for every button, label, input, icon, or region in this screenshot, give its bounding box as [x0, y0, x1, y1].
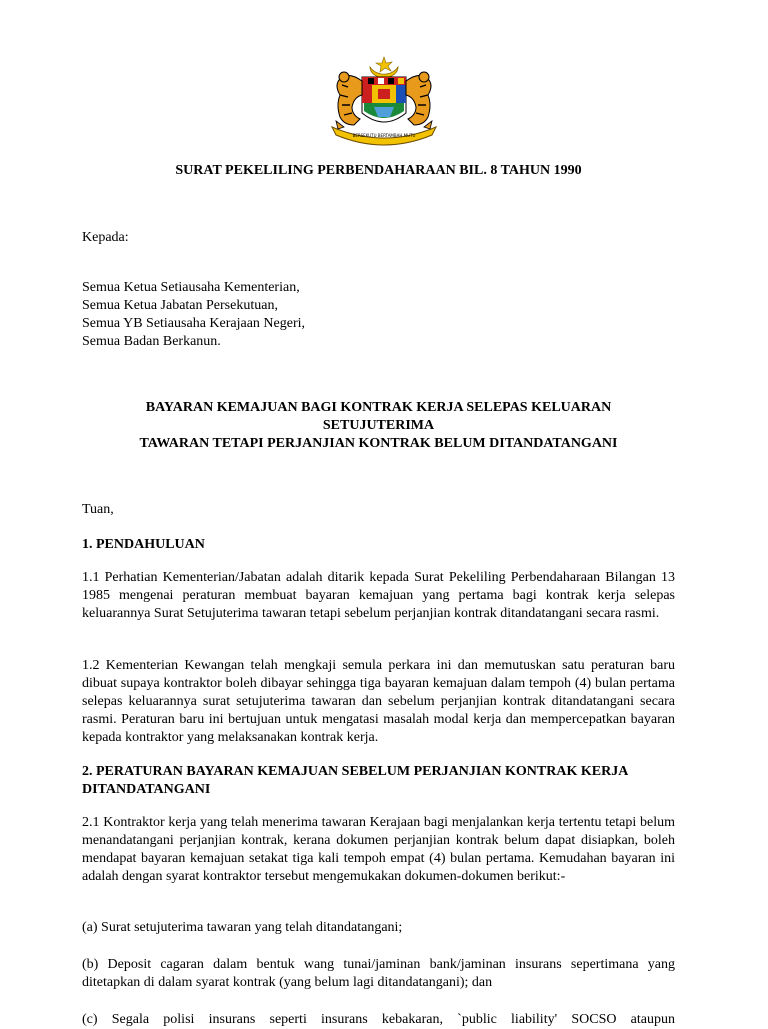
- paragraph-2-1: [82, 814, 675, 886]
- subject-heading: [82, 399, 675, 453]
- list-item-c-text: (c) Segala polisi insurans seperti insurans kebakaran, `public liability' SOCSO ataupun: [82, 1012, 675, 1027]
- section-2-heading-line: 2. PERATURAN BAYARAN KEMAJUAN SEBELUM PERJANJIAN KONTRAK KERJA: [82, 764, 629, 779]
- salutation-text: Tuan,: [82, 502, 114, 517]
- section-2-heading-line: DITANDATANGANI: [82, 782, 211, 797]
- recipient-line: Semua Badan Berkanun.: [82, 334, 221, 349]
- paragraph-1-1-text: 1.1 Perhatian Kementerian/Jabatan adalah ditarik kepada Surat Pekeliling Perbendaharaan Bilangan 13 1985 mengenai peraturan membuat bayaran kemajuan yang pertama bagi kontrak kerja selepas keluarannya Surat Setujuterima tawaran tetapi sebelum perjanjian kontrak ditandatangani secara rasmi.: [82, 570, 675, 621]
- recipients-list: [82, 279, 675, 351]
- list-item-a-text: (a) Surat setujuterima tawaran yang telah ditandatangani;: [82, 920, 403, 935]
- section-1-heading: [82, 536, 675, 554]
- coat-of-arms-logo: [318, 55, 450, 147]
- list-item-c: [82, 1011, 675, 1029]
- list-item-a: [82, 919, 675, 937]
- svg-text:BERSEKUTU BERTAMBAH MUTU: BERSEKUTU BERTAMBAH MUTU: [352, 133, 416, 138]
- title-text: SURAT PEKELILING PERBENDAHARAAN BIL. 8 TAHUN 1990: [175, 163, 582, 178]
- paragraph-1-2-text: 1.2 Kementerian Kewangan telah mengkaji semula perkara ini dan memutuskan satu peraturan baru dibuat supaya kontraktor boleh dibayar sehingga tiga bayaran kemajuan dalam tempoh (4) bulan pertama selepas keluarannya surat setujuterima tawaran dan sebelum perjanjian kontrak ditandatangani secara rasmi. Peraturan baru ini bertujuan untuk mengatasi masalah modal kerja dan mempercepatkan bayaran kepada kontraktor yang melaksanakan kontrak kerja.: [82, 658, 675, 745]
- document-title: [82, 162, 675, 180]
- paragraph-2-1-text: 2.1 Kontraktor kerja yang telah menerima tawaran Kerajaan bagi menjalankan kerja tertentu tetapi belum menandatangani perjanjian kontrak, kerana dokumen perjanjian kontrak belum dapat disiapkan, boleh mendapat bayaran kemajuan setakat tiga kali tempoh empat (4) bulan pertama. Kemudahan bayaran ini adalah dengan syarat kontraktor tersebut mengemukakan dokumen-dokumen berikut:-: [82, 815, 675, 884]
- paragraph-1-1: [82, 569, 675, 623]
- section-2-heading: [82, 763, 675, 799]
- recipient-line: Semua YB Setiausaha Kerajaan Negeri,: [82, 316, 306, 331]
- subject-line: BAYARAN KEMAJUAN BAGI KONTRAK KERJA SELEPAS KELUARAN: [145, 400, 612, 415]
- recipients-label: [82, 229, 675, 247]
- paragraph-1-2: [82, 657, 675, 747]
- recipient-line: Semua Ketua Setiausaha Kementerian,: [82, 280, 300, 295]
- section-1-heading-text: 1. PENDAHULUAN: [82, 537, 205, 552]
- recipients-label-text: Kepada:: [82, 230, 129, 245]
- salutation: [82, 501, 675, 519]
- list-item-b: [82, 956, 675, 992]
- subject-line: SETUJUTERIMA: [322, 418, 435, 433]
- recipient-line: Semua Ketua Jabatan Persekutuan,: [82, 298, 278, 313]
- list-item-b-text: (b) Deposit cagaran dalam bentuk wang tunai/jaminan bank/jaminan insurans sepertimana yang ditetapkan di dalam syarat kontrak (yang belum lagi ditandatangani); dan: [82, 957, 675, 990]
- subject-line: TAWARAN TETAPI PERJANJIAN KONTRAK BELUM DITANDATANGANI: [139, 436, 618, 451]
